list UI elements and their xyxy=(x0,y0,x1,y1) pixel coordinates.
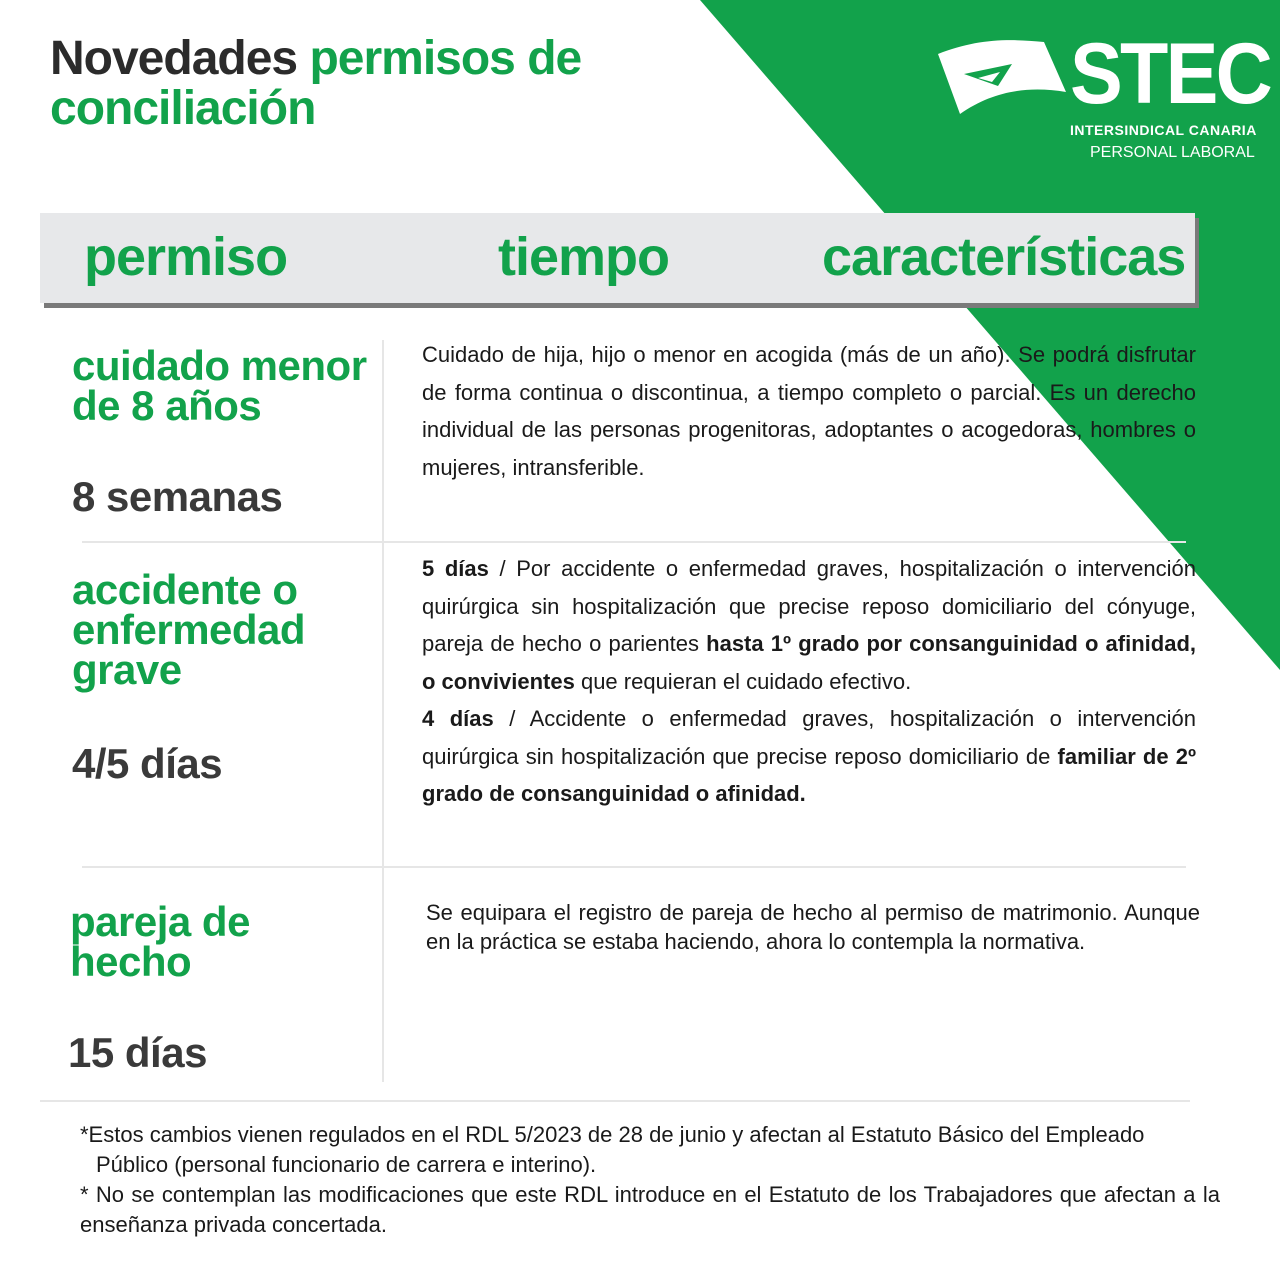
desc-part: 5 días xyxy=(422,556,489,581)
header-caracteristicas: características xyxy=(822,227,1186,287)
row-2-description xyxy=(422,550,1196,813)
footnote-1-continued: Público (personal funcionario de carrera e interino). xyxy=(96,1152,597,1177)
row-1-description: Cuidado de hija, hijo o menor en acogida (más de un año). Se podrá disfrutar de forma continua o discontinua, a tiempo completo o parcial. Es un derecho individual de las personas progenitoras, adoptantes o acogedoras, hombres o mujeres, intransferible. xyxy=(422,342,1196,480)
logo-subtitle-2: PERSONAL LABORAL xyxy=(1090,144,1255,161)
logo-subtitle: INTERSINDICAL CANARIA xyxy=(1070,122,1257,138)
row-3-permiso: pareja de hecho xyxy=(70,898,250,985)
row-1-permiso: cuidado menor de 8 años xyxy=(72,342,367,429)
footnote-1: *Estos cambios vienen regulados en el RDL 5/2023 de 28 de junio y afectan al Estatuto Básico del Empleado xyxy=(80,1122,1145,1147)
desc-part: que requieran el cuidado efectivo. xyxy=(574,668,912,694)
row-divider xyxy=(82,866,1186,868)
desc-part: hasta 1º grado por consanguinidad o afinidad, o convivientes xyxy=(422,631,1196,694)
column-divider xyxy=(382,340,384,1082)
flag-icon xyxy=(934,34,1069,124)
desc-part: / Por accidente o enfermedad graves, hospitalización o intervención quirúrgica sin hospitalización que precise reposo domiciliario del cónyuge, pareja de hecho o parientes xyxy=(422,556,1197,656)
footnote-2: * No se contemplan las modificaciones que este RDL introduce en el Estatuto de los Trabajadores que afectan a la enseñanza privada concertada. xyxy=(80,1182,1220,1237)
page-title xyxy=(50,34,690,134)
footnotes xyxy=(80,1120,1220,1240)
row-2-tiempo: 4/5 días xyxy=(72,740,223,787)
desc-part: / Accidente o enfermedad graves, hospitalización o intervención quirúrgica sin hospitalización que precise reposo domiciliario de xyxy=(422,706,1196,769)
row-3-description: Se equipara el registro de pareja de hecho al permiso de matrimonio. Aunque en la práctica se estaba haciendo, ahora lo contempla la normativa. xyxy=(426,900,1200,954)
row-divider xyxy=(82,541,1186,543)
row-3-tiempo: 15 días xyxy=(68,1029,207,1076)
stec-logo xyxy=(930,24,1270,174)
header-tiempo: tiempo xyxy=(498,227,670,287)
footer-divider xyxy=(40,1100,1190,1102)
logo-word: STEC xyxy=(1070,26,1270,122)
desc-part: familiar de 2º grado de consanguinidad o afinidad. xyxy=(422,743,1196,806)
desc-part: 4 días xyxy=(422,706,494,731)
header-permiso: permiso xyxy=(84,227,288,287)
row-1-tiempo: 8 semanas xyxy=(72,473,283,520)
title-dark: Novedades xyxy=(50,32,298,85)
title-green: permisos de conciliación xyxy=(50,32,582,135)
row-2-permiso: accidente o enfermedad grave xyxy=(72,566,306,693)
